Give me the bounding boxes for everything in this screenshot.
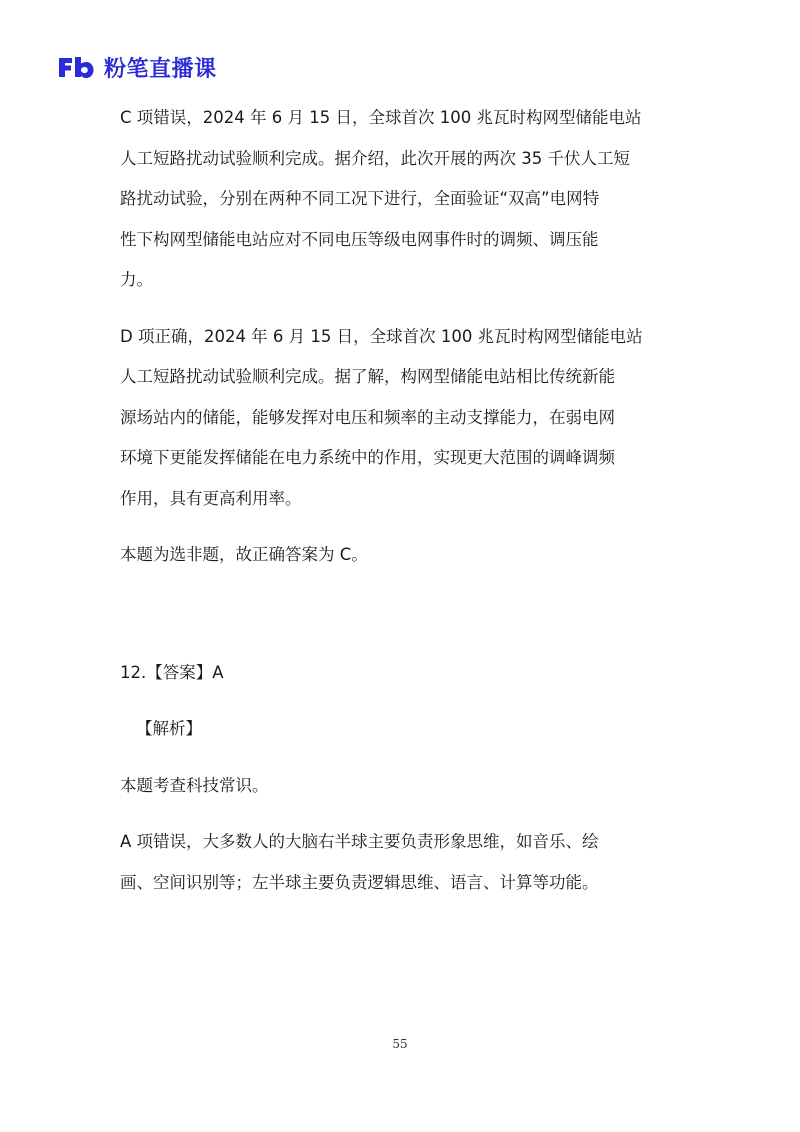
text-line: D 项正确，2024 年 6 月 15 日，全球首次 100 兆瓦时构网型储能电站 bbox=[120, 326, 643, 346]
analysis-label: 【解析】 bbox=[136, 719, 202, 738]
text-line: 路扰动试验，分别在两种不同工况下进行，全面验证“双高”电网特 bbox=[120, 189, 600, 208]
fb-logo-icon bbox=[56, 52, 96, 82]
text-line: A 项错误，大多数人的大脑右半球主要负责形象思维，如音乐、绘 bbox=[120, 832, 599, 851]
page-number: 55 bbox=[392, 1037, 408, 1051]
text-line: 人工短路扰动试验顺利完成。据介绍，此次开展的两次 35 千伏人工短 bbox=[120, 148, 630, 168]
brand-logo bbox=[56, 52, 217, 82]
text-line: 力。 bbox=[120, 270, 153, 289]
text-line: 性下构网型储能电站应对不同电压等级电网事件时的调频、调压能 bbox=[120, 229, 599, 249]
question-12-answer: 12.【答案】A bbox=[120, 662, 224, 682]
text-line: C 项错误，2024 年 6 月 15 日，全球首次 100 兆瓦时构网型储能电站 bbox=[120, 108, 642, 127]
conclusion-text: 本题为选非题，故正确答案为 C。 bbox=[120, 545, 368, 564]
text-line: 画、空间识别等；左半球主要负责逻辑思维、语言、计算等功能。 bbox=[120, 872, 599, 892]
option-d-paragraph bbox=[120, 317, 690, 520]
text-line: 作用，具有更高利用率。 bbox=[120, 488, 302, 508]
option-c-paragraph bbox=[120, 98, 690, 301]
answer-content bbox=[120, 98, 690, 903]
brand-name: 粉笔直播课 bbox=[104, 56, 217, 82]
text-line: 环境下更能发挥储能在电力系统中的作用，实现更大范围的调峰调频 bbox=[120, 448, 615, 467]
text-line: 人工短路扰动试验顺利完成。据了解，构网型储能电站相比传统新能 bbox=[120, 367, 615, 386]
text-line: 源场站内的储能，能够发挥对电压和频率的主动支撑能力，在弱电网 bbox=[120, 407, 615, 427]
topic-text: 本题考查科技常识。 bbox=[120, 775, 269, 795]
option-a-paragraph bbox=[120, 822, 690, 903]
